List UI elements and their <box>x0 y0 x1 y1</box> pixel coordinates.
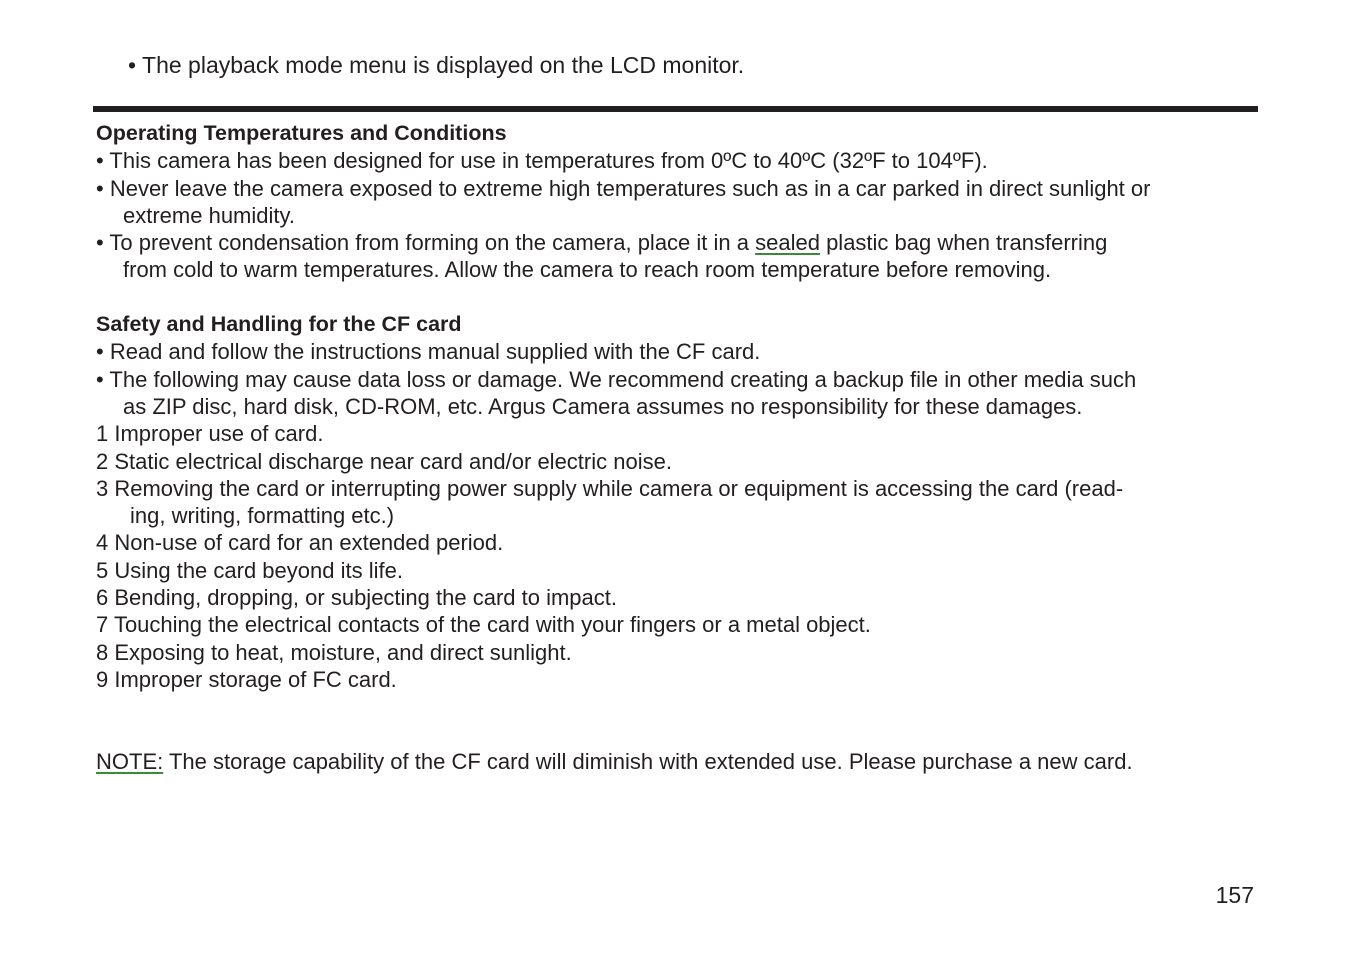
sealed-underlined: sealed <box>755 230 820 255</box>
temp-bullet-2-line-1: • Never leave the camera exposed to extreme high temperatures such as in a car parked in direct sunlight or <box>96 176 1151 201</box>
cf-list-item-3-line-1: 3 Removing the card or interrupting power supply while camera or equipment is accessing the card (read- <box>96 476 1124 501</box>
section-divider <box>93 106 1258 112</box>
cf-bullet-2-line-1: • The following may cause data loss or damage. We recommend creating a backup file in other media such <box>96 367 1137 392</box>
note-line <box>96 748 1133 775</box>
cf-list-item-1: 1 Improper use of card. <box>96 421 324 446</box>
temp-bullet-3-post: plastic bag when transferring <box>819 230 1108 255</box>
temp-bullet-1: • This camera has been designed for use in temperatures from 0ºC to 40ºC (32ºF to 104ºF). <box>96 148 988 173</box>
note-text: The storage capability of the CF card will diminish with extended use. Please purchase a new card. <box>163 749 1133 774</box>
cf-list-item-8: 8 Exposing to heat, moisture, and direct sunlight. <box>96 640 572 665</box>
cf-list-item-7: 7 Touching the electrical contacts of the card with your fingers or a metal object. <box>96 612 871 637</box>
cf-list-item-6: 6 Bending, dropping, or subjecting the card to impact. <box>96 585 617 610</box>
cf-list-item-3-line-2: ing, writing, formatting etc.) <box>130 503 395 528</box>
cf-list-item-5: 5 Using the card beyond its life. <box>96 558 403 583</box>
heading-operating-temperatures: Operating Temperatures and Conditions <box>96 121 507 145</box>
temp-bullet-2-line-2: extreme humidity. <box>123 203 295 228</box>
cf-list-item-4: 4 Non-use of card for an extended period. <box>96 530 504 555</box>
cf-list-item-2: 2 Static electrical discharge near card and/or electric noise. <box>96 449 672 474</box>
temp-bullet-3-line-2: from cold to warm temperatures. Allow the camera to reach room temperature before removing. <box>123 257 1052 282</box>
cf-bullet-2-line-2: as ZIP disc, hard disk, CD-ROM, etc. Argus Camera assumes no responsibility for these damages. <box>123 394 1083 419</box>
note-label: NOTE: <box>96 749 164 774</box>
temp-bullet-3-line-1 <box>96 229 1107 256</box>
page-number: 157 <box>1215 882 1254 908</box>
cf-bullet-1: • Read and follow the instructions manual supplied with the CF card. <box>96 339 761 364</box>
temp-bullet-3-pre: • To prevent condensation from forming on the camera, place it in a <box>96 230 756 255</box>
intro-bullet: • The playback mode menu is displayed on the LCD monitor. <box>128 52 745 78</box>
cf-list-item-9: 9 Improper storage of FC card. <box>96 667 397 692</box>
heading-cf-card-safety: Safety and Handling for the CF card <box>96 312 462 336</box>
